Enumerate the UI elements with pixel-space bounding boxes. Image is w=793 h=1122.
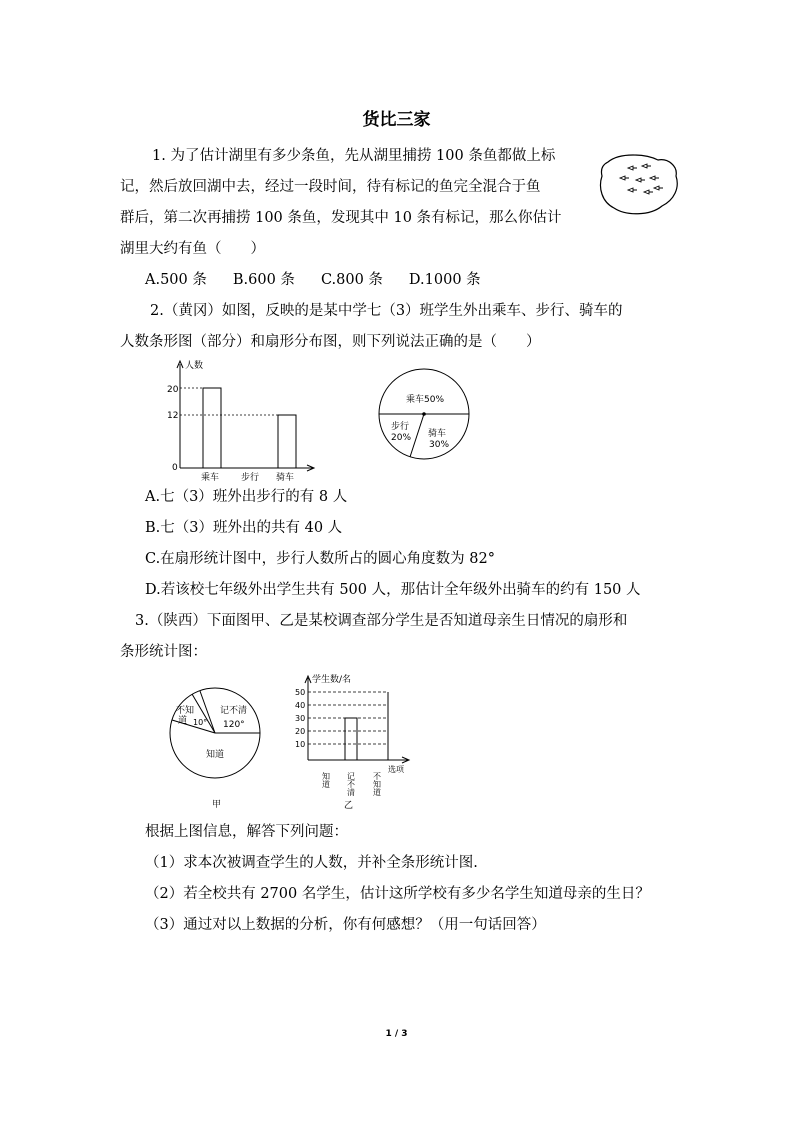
q3-bar-cat-2: 记不清 [346, 772, 356, 796]
q3-bar-cat-3: 不知道 [372, 772, 382, 796]
q1-option-c[interactable]: C.800 条 [320, 272, 383, 288]
q2-pie-label-qiche: 骑车 [428, 429, 447, 439]
q3-bar-xlabel: 选项 [388, 765, 404, 774]
q2-pie-chart [378, 368, 472, 462]
q2-bar-tick-20: 20 [167, 385, 179, 395]
q3-pie-label-buzhi: 不知 [176, 706, 195, 716]
q3-bar-jibuqing [345, 718, 357, 760]
q1-option-a[interactable]: A.500 条 [145, 272, 207, 288]
q3-bar-tick-20: 20 [295, 727, 306, 736]
q1-line-4: 湖里大约有鱼（ ） [120, 241, 265, 257]
q3-question-2: （2）若全校共有 2700 名学生，估计这所学校有多少名学生知道母亲的生日？ [145, 886, 650, 902]
q1-options [145, 270, 507, 290]
q3-pie-caption: 甲 [212, 800, 222, 810]
q2-option-d[interactable]: D.若该校七年级外出学生共有 500 人，那估计全年级外出骑车的约有 150 人 [145, 582, 641, 598]
q3-pie-label-zhidao: 知道 [206, 750, 225, 760]
q2-bar-cat-3: 骑车 [276, 473, 295, 483]
q3-bar-caption: 乙 [344, 801, 354, 811]
q3-bar-chart [290, 668, 420, 814]
q3-question-intro: 根据上图信息，解答下列问题： [145, 824, 348, 840]
q2-option-b[interactable]: B.七（3）班外出的共有 40 人 [145, 520, 343, 536]
q3-line-2: 条形统计图： [120, 644, 207, 660]
q2-line-1: 2.（黄冈）如图，反映的是某中学七（3）班学生外出乘车、步行、骑车的 [150, 303, 623, 319]
q2-bar-tick-12: 12 [167, 411, 179, 421]
page-title: 货比三家 [362, 110, 431, 130]
q3-bar-tick-50: 50 [295, 688, 306, 697]
q1-line-2: 记，然后放回湖中去，经过一段时间，待有标记的鱼完全混合于鱼 [120, 179, 541, 195]
q2-bar-ylabel: 人数 [185, 361, 204, 371]
q2-bar-cat-2: 步行 [241, 473, 260, 483]
q3-question-1: （1）求本次被调查学生的人数，并补全条形统计图. [145, 855, 478, 871]
q3-bar-tick-10: 10 [295, 740, 306, 749]
q2-line-2: 人数条形图（部分）和扇形分布图，则下列说法正确的是（ ） [120, 334, 541, 350]
q3-bar-ylabel: 学生数/名 [312, 675, 352, 685]
q3-pie-label-dao: 道 [178, 716, 188, 726]
q1-line-1: 1. 为了估计湖里有多少条鱼，先从湖里捕捞 100 条鱼都做上标 [152, 148, 556, 164]
q3-pie-chart [168, 683, 268, 811]
q2-option-a[interactable]: A.七（3）班外出步行的有 8 人 [145, 489, 348, 505]
q2-bar-chengche [203, 388, 221, 468]
page-number: 1 / 3 [385, 1029, 408, 1039]
q2-option-c[interactable]: C.在扇形统计图中，步行人数所占的圆心角度数为 82° [145, 551, 495, 567]
lake-fish-illustration [598, 150, 680, 218]
q1-option-b[interactable]: B.600 条 [232, 272, 295, 288]
q3-bar-tick-40: 40 [295, 701, 306, 710]
q2-pie-label-buxing-pct: 20% [391, 433, 412, 443]
q3-pie-label-10deg: 10° [193, 718, 208, 727]
q1-line-3: 群后，第二次再捕捞 100 条鱼，发现其中 10 条有标记，那么你估计 [120, 210, 562, 226]
q3-line-1: 3.（陕西）下面图甲、乙是某校调查部分学生是否知道母亲生日情况的扇形和 [135, 613, 628, 629]
q2-bar-cat-1: 乘车 [201, 473, 220, 483]
q2-pie-label-qiche-pct: 30% [429, 440, 450, 450]
q1-option-d[interactable]: D.1000 条 [408, 272, 481, 288]
q2-bar-qiche [278, 415, 296, 468]
q2-bar-chart [163, 356, 323, 486]
q3-question-3: （3）通过对以上数据的分析，你有何感想？（用一句话回答） [145, 917, 546, 933]
q3-bar-tick-30: 30 [295, 714, 306, 723]
q2-pie-label-chengche: 乘车50% [406, 395, 445, 405]
q3-pie-label-120deg: 120° [223, 720, 245, 730]
q2-bar-origin: 0 [172, 463, 178, 473]
q3-bar-cat-1: 知道 [321, 772, 331, 788]
q3-pie-label-jibuqing: 记不清 [220, 706, 248, 716]
q2-pie-label-buxing: 步行 [391, 422, 410, 432]
